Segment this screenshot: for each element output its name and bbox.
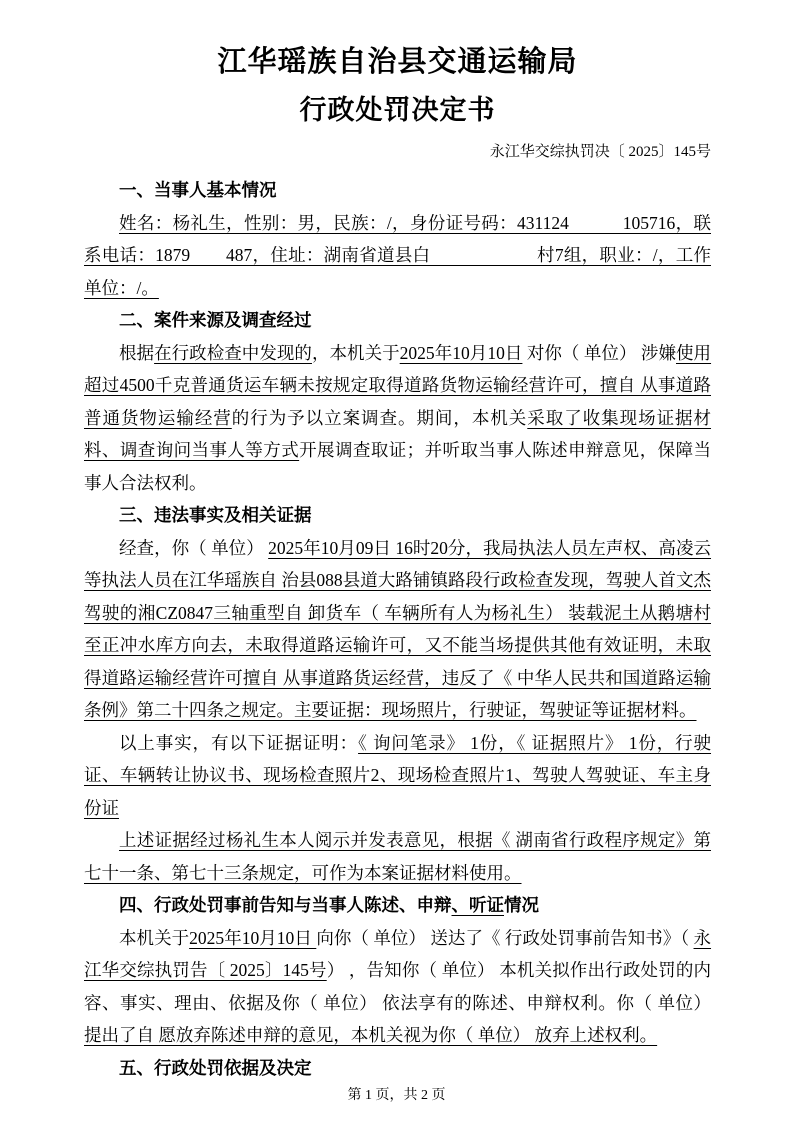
doc-number: 永江华交综执罚决〔 2025〕145号 [489, 144, 711, 160]
paragraph [84, 824, 711, 889]
paragraph [84, 337, 711, 500]
text-segment: 开展调查取证；并听取当事人陈述申辩意见，保障当事人合法权利。 [84, 440, 712, 493]
heading-segment: 五、行政处罚依据及决定 [119, 1057, 312, 1078]
text-segment: 永江华交综执罚告〔 2025〕145号 [84, 927, 712, 980]
document-body [84, 174, 711, 1084]
section-heading [84, 1052, 711, 1085]
text-segment: ） ，告知你（ 单位） 本机关拟作出行政处罚的内容、事实、理由、依据及你（ 单位） 依法享有的陈述、申辩权利。你（ 单位） [84, 960, 712, 1013]
section-heading [84, 174, 711, 207]
heading-segment: 四、行政处罚事前告知与当事人陈述、申辩 [119, 895, 452, 915]
text-segment: 使用超过4500千克普通货运车辆未按规定取得道路货物运输经营许可，擅自 从事道路普通货物运输经营 [84, 342, 712, 428]
text-segment: 2025年10月10日 [399, 342, 523, 363]
document-title-line-2: 行政处罚决定书 [299, 95, 496, 125]
document-title-line-1: 江华瑶族自治县交通运输局 [217, 46, 578, 78]
paragraph [84, 922, 711, 1052]
text-segment: 经查，你（ 单位） [119, 537, 269, 558]
paragraph [84, 532, 711, 727]
text-segment: 对你（ 单位） 涉嫌 [522, 342, 676, 363]
section-heading [84, 499, 711, 532]
page-footer: 第 1 页，共 2 页 [347, 1088, 446, 1103]
text-segment: 上述证据经过杨礼生本人阅示并发表意见，根据《 湖南省行政程序规定》第七十一条、第七十三条规定，可作为本案证据材料使用。 [84, 830, 711, 883]
text-segment: 以上事实，有以下证据证明： [119, 732, 359, 753]
heading-segment: 情况 [504, 895, 539, 915]
heading-segment: 、听证 [451, 895, 504, 915]
heading-segment: 三、违法事实及相关证据 [119, 505, 312, 525]
heading-segment: 一、当事人基本情况 [119, 180, 277, 200]
paragraph [84, 727, 711, 825]
section-heading [84, 304, 711, 337]
text-segment: 提出了自 愿放弃陈述申辩的意见，本机关视为你（ 单位） 放弃上述权利。 [84, 1025, 658, 1045]
text-segment: 采取了收集现场证据材料、调查询问当事人等方式 [84, 407, 712, 460]
text-segment: 在行政检查中发现的 [154, 342, 312, 363]
text-segment: 本机关于 [119, 927, 190, 948]
text-segment: 的行为予以立案调查。期间，本机关 [231, 407, 528, 428]
paragraph [84, 207, 711, 305]
heading-segment: 二、案件来源及调查经过 [119, 310, 312, 330]
text-segment: 2025年10月10日 [189, 927, 317, 948]
text-segment: 2025年10月09日 16时20分，我局执法人员左声权、高凌云等执法人员在江华瑶族自 治县088县道大路铺镇路段行政检查发现，驾驶人首文杰驾驶的湘CZ0847三轴重型自 卸货车（ 车辆所有人为杨礼生） 装载泥土从鹅塘村至正冲水库方向去，未取得道路运输许可，又不能当场提供其他有效证明，未取得道路运输经营许可擅自 从事道路货运经营，违反了《 中华人民共和国道路运输条例》第二十四条之规定。主要证据：现场照片，行驶证，驾驶证等证据材料。 [84, 537, 712, 720]
text-segment: ，本机关于 [311, 342, 400, 363]
section-heading [84, 889, 711, 922]
document-title [84, 42, 711, 128]
text-segment: 姓名：杨礼生，性别：男，民族：/，身份证号码：431124 105716，联系电话：1879 487，住址：湖南省道县白 村7组，职业：/，工作单位：/。 [84, 212, 711, 298]
text-segment: 根据 [119, 342, 155, 363]
text-segment: 向你（ 单位） 送达了《 行政处罚事前告知书》（ [316, 927, 694, 948]
text-segment: 《 询问笔录》 1份，《 证据照片》 1份，行驶证、车辆转让协议书、现场检查照片2、现场检查照片1、驾驶人驾驶证、车主身份证 [84, 732, 712, 818]
